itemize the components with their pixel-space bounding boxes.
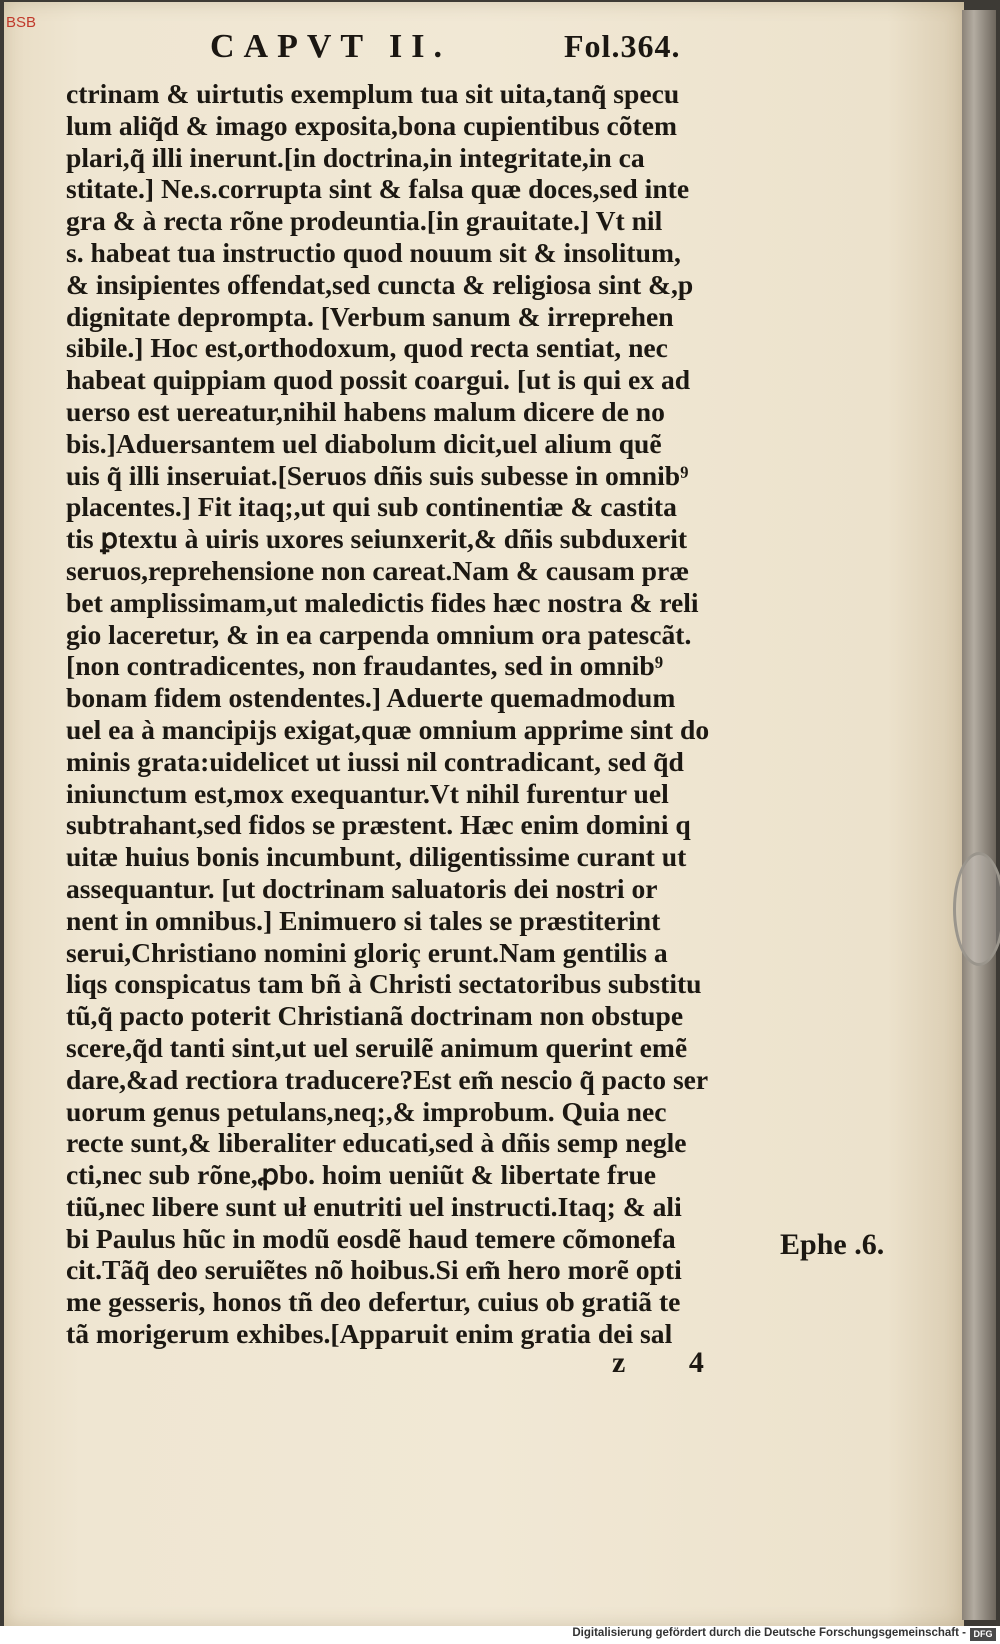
signature-mark: z 4 — [612, 1346, 732, 1379]
text-line: scere,q̃d tanti sint,ut uel seruilẽ animum querint emẽ — [66, 1031, 688, 1063]
text-line: tũ,q̃ pacto poterit Christianã doctrinam non obstupe — [66, 1000, 684, 1032]
text-line: s. habeat tua instructio quod nouum sit & insolitum, — [66, 236, 681, 268]
page-clip — [953, 852, 1000, 966]
text-line: plari,q̃ illi inerunt.[in doctrina,in integritate,in ca — [66, 141, 645, 173]
text-line: ctrinam & uirtutis exemplum tua sit uita,tanq̃ specu — [66, 78, 680, 109]
text-line: tã morigerum exhibes.[Apparuit enim gratia dei sal — [66, 1318, 673, 1350]
text-line: dignitate deprompta. [Verbum sanum & irreprehen — [66, 300, 674, 332]
book-fore-edge — [962, 10, 996, 1620]
folio-number: Fol.364. — [564, 28, 681, 64]
text-line: seruos,reprehensione non careat.Nam & causam præ — [66, 554, 690, 586]
text-line: uis q̃ illi inseruiat.[Seruos dñis suis subesse in omnib⁹ — [66, 459, 689, 491]
library-tag: BSB — [6, 14, 37, 31]
text-line: bis.]Aduersantem uel diabolum dicit,uel alium quẽ — [66, 427, 662, 459]
marginal-note: Ephe .6. — [780, 1228, 885, 1261]
chapter-heading: CAPVT II. — [210, 28, 451, 65]
text-line: uerso est uereatur,nihil habens malum dicere de no — [66, 395, 665, 427]
text-line: habeat quippiam quod possit coargui. [ut is qui ex ad — [66, 364, 691, 396]
text-line: placentes.] Fit itaq;,ut qui sub continentiæ & castita — [66, 491, 677, 523]
text-line: stitate.] Ne.s.corrupta sint & falsa quæ doces,sed inte — [66, 173, 690, 205]
running-header — [210, 28, 710, 72]
text-line: cit.Tãq̃ deo seruiẽtes nõ hoibus.Si em̃ hero morẽ opti — [66, 1254, 682, 1286]
text-line: & insipientes offendat,sed cuncta & religiosa sint &,p — [66, 268, 694, 300]
footer-bar — [0, 1626, 1000, 1644]
text-line: iniunctum est,mox exequantur.Vt nihil furentur uel — [66, 777, 669, 809]
text-line: uitæ huius bonis incumbunt, diligentissime curant ut — [66, 841, 687, 873]
text-line: lum aliq̃d & imago exposita,bona cupientibus cõtem — [66, 109, 677, 141]
text-line: serui,Christiano nomini gloriç erunt.Nam gentilis a — [66, 936, 668, 968]
dfg-logo: DFG — [970, 1628, 996, 1641]
text-line: uel ea à mancipijs exigat,quæ omnium apprime sint do — [66, 713, 710, 745]
text-line: tiũ,nec libere sunt uł enutriti uel instructi.Itaq; & ali — [66, 1190, 682, 1222]
text-line: subtrahant,sed fidos se præstent. Hæc enim domini q — [66, 809, 691, 841]
text-line: gio laceretur, & in ea carpenda omnium ora patescãt. — [66, 618, 692, 650]
text-line: uorum genus petulans,neq;,& improbum. Quia nec — [66, 1095, 667, 1127]
text-line: tis ꝑtextu à uiris uxores seiunxerit,& dñis subduxerit — [66, 523, 688, 555]
text-line: gra & à recta rõne prodeuntia.[in grauitate.] Vt nil — [66, 205, 663, 237]
text-line: me gesseris, honos tñ deo defertur, cuius ob gratiã te — [66, 1286, 681, 1318]
text-line: recte sunt,& liberaliter educati,sed à dñis semp negle — [66, 1127, 687, 1159]
text-line: assequantur. [ut doctrinam saluatoris dei nostri or — [66, 872, 658, 904]
text-line: liqs conspicatus tam bñ à Christi sectatoribus substitu — [66, 968, 702, 1000]
text-line: dare,&ad rectiora traducere?Est em̃ nescio q̃ pacto ser — [66, 1063, 709, 1095]
text-line: bi Paulus hũc in modũ eosdẽ haud temere cõmonefa — [66, 1222, 676, 1254]
text-line: cti,nec sub rõne,ꝓbo. hoim ueniũt & libertate frue — [66, 1159, 657, 1191]
body-text — [66, 78, 771, 1350]
text-line: bonam fidem ostendentes.] Aduerte quemadmodum — [66, 682, 676, 714]
text-line: sibile.] Hoc est,orthodoxum, quod recta sentiat, nec — [66, 332, 668, 364]
text-line: bet amplissimam,ut maledictis fides hæc nostra & reli — [66, 586, 699, 618]
text-line: [non contradicentes, non fraudantes, sed in omnib⁹ — [66, 650, 664, 682]
text-line: minis grata:uidelicet ut iussi nil contradicant, sed q̃d — [66, 745, 684, 777]
footer-credit: Digitalisierung gefördert durch die Deutsche Forschungsgemeinschaft - — [572, 1627, 966, 1639]
text-line: nent in omnibus.] Enimuero si tales se præstiterint — [66, 904, 661, 936]
